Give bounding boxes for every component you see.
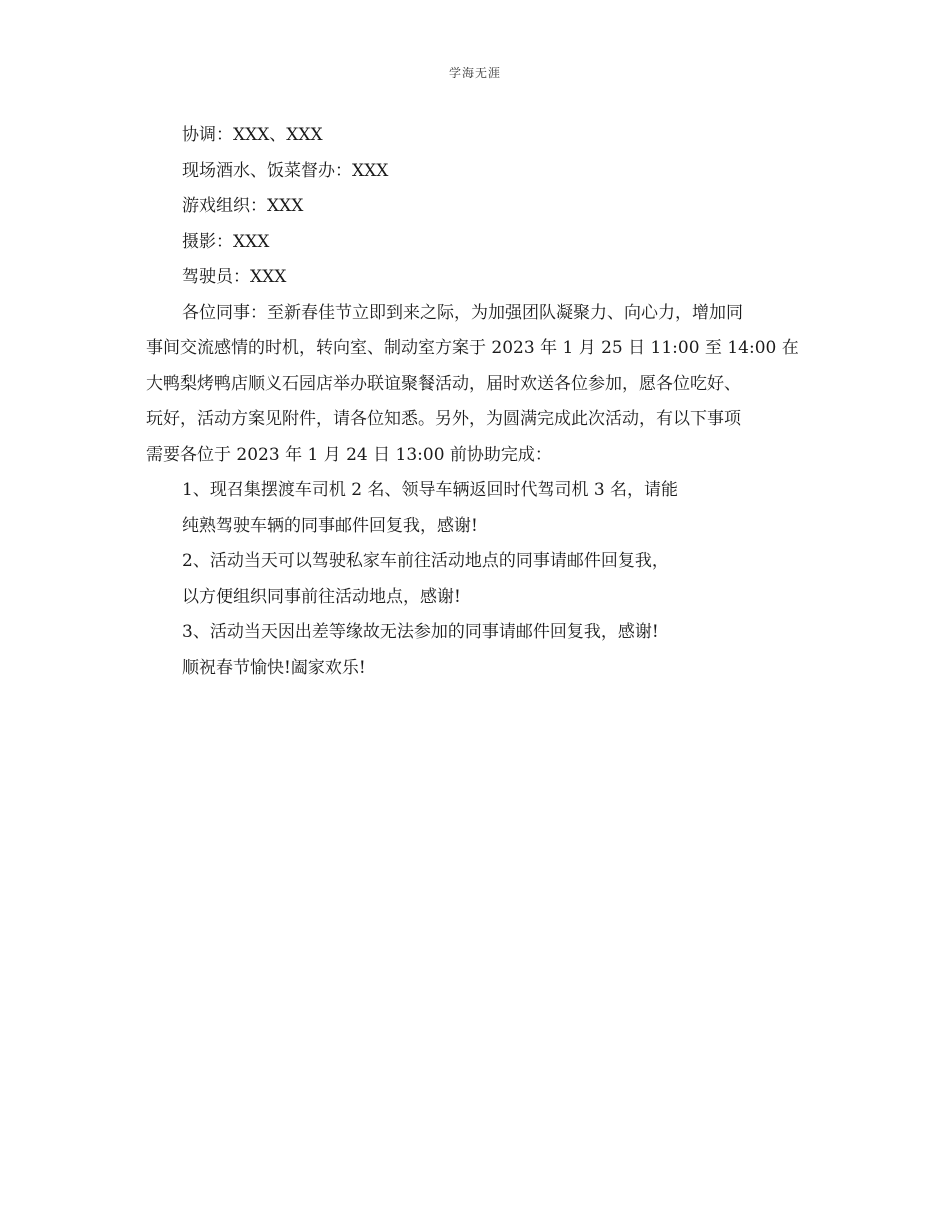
item-2-line-2: 以方便组织同事前往活动地点，感谢!	[182, 586, 461, 607]
role-photographer: 摄影：XXX	[182, 231, 270, 252]
item-3: 3、活动当天因出差等缘故无法参加的同事请邮件回复我，感谢!	[182, 622, 659, 642]
document-body	[146, 118, 806, 686]
page-header: 学海无涯	[448, 66, 501, 80]
role-game-organizer: 游戏组织：XXX	[182, 196, 304, 216]
closing-line: 顺祝春节愉快!阖家欢乐!	[182, 657, 366, 678]
notice-line-4: 玩好，活动方案见附件，请各位知悉。另外，为圆满完成此次活动，有以下事项	[146, 409, 741, 429]
notice-line-5: 需要各位于 2023 年 1 月 24 日 13:00 前协助完成：	[146, 444, 552, 465]
item-1-line-1: 1、现召集摆渡车司机 2 名、领导车辆返回时代驾司机 3 名，请能	[182, 480, 679, 500]
role-driver: 驾驶员：XXX	[182, 267, 287, 287]
notice-line-2: 事间交流感情的时机，转向室、制动室方案于 2023 年 1 月 25 日 11:00 至 14:00 在	[146, 338, 799, 358]
item-2-line-1: 2、活动当天可以驾驶私家车前往活动地点的同事请邮件回复我，	[182, 551, 669, 571]
notice-line-3: 大鸭梨烤鸭店顺义石园店举办联谊聚餐活动，届时欢送各位参加，愿各位吃好、	[146, 373, 741, 394]
item-1-line-2: 纯熟驾驶车辆的同事邮件回复我，感谢!	[182, 515, 478, 536]
role-catering-supervisor: 现场酒水、饭菜督办：XXX	[182, 160, 389, 181]
role-coordination: 协调：XXX、XXX	[182, 125, 323, 145]
notice-line-1: 各位同事：至新春佳节立即到来之际，为加强团队凝聚力、向心力，增加同	[182, 302, 743, 323]
